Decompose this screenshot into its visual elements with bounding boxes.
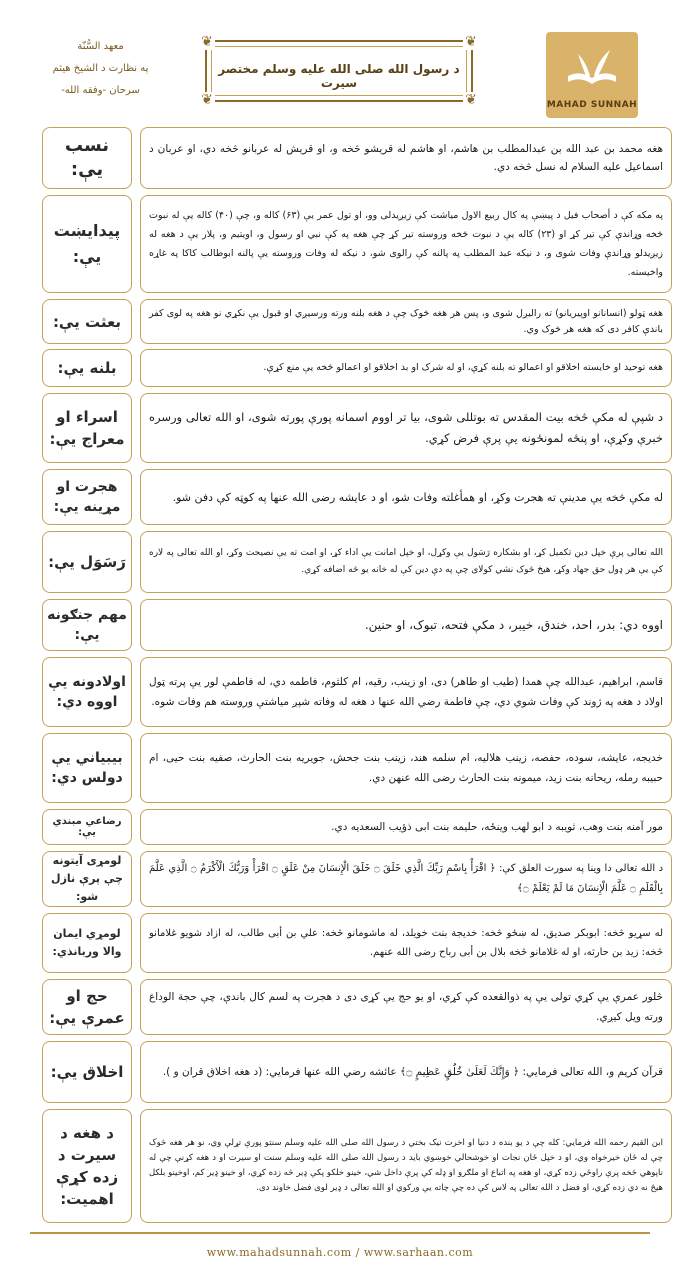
section-label: پيدايښت يې:: [42, 195, 132, 293]
section-label: مهم جنګونه يې:: [42, 599, 132, 651]
section-text: قرآن کریم و، الله تعالی فرمایي: ﴿ وَإِنَّكَ لَعَلَىٰ خُلُقٍ عَظِيمٍ ۝﴾ عائشه رضي الله عنها فرمايي: (د هغه اخلاق قران و ).: [140, 1041, 672, 1103]
section-label: بلنه يې:: [42, 349, 132, 387]
section-lineage: [0, 127, 680, 189]
book-quill-icon: [564, 46, 620, 90]
section-text: له سړيو څخه: ابوبکر صدیق، له ښځو څخه: خدیجة بنت خویلد، له ماشومانو څخه: علي بن أبی طالب، له ازاد شويو غلامانو څخه: زید بن حارثه، او له غلامانو څخه بلال بن أبی رباح رضی الله عنهم.: [140, 913, 672, 973]
section-label: نسب يې:: [42, 127, 132, 189]
institute-info: [8, 36, 193, 102]
section-label: اخلاق يې:: [42, 1041, 132, 1103]
logo-wordmark: MAHAD SUNNAH: [546, 100, 638, 110]
footer-websites: www.mahadsunnah.com / www.sarhaan.com: [206, 1246, 474, 1259]
section-label: د هغه د سيرت د زده کړې اهميت:: [42, 1109, 132, 1223]
section-text: ابن القیم رحمه الله فرمایي: کله چې د یو بنده د دنیا او اخرت نیک بختي د رسول الله صلی الله علیه وسلم سنتو پورې تړلې وي، نو هر هغه څوک چې له ځان خیرخواه وي، او د خپل ځان نجات او خوشحالي خوښوي باید د رسول الله صلی الله علیه وسلم سنت او سیرت او د هغه کړنې چې له ناپوهي څخه پرې راوځي زده کړي، او هغه په اتباع او ملګرو او ډله کې پرې داخل شي، خینو خلکو پکې ډیر څه زده کړي، او خینو ډیر کم، اوخینو بلکل هیڅ نه دي زده کړي، او فضل د الله تعالی په لاس کې ده چې چاته یې ورکوي او الله تعالی د ډیر لوی فضل خاوند دی.: [140, 1109, 672, 1223]
section-character: [0, 1041, 680, 1103]
section-text: له مکې څخه یې مدینې ته هجرت وکړ، او همأغلته وفات شو، او د عایشه رضی الله عنها په کوټه کې دفن شو.: [140, 469, 672, 525]
section-battles: [0, 599, 680, 651]
ornament-icon: ❦: [199, 92, 215, 108]
section-hijra-death: [0, 469, 680, 525]
section-label: لومړی آيتونه چې پرې نازل شو:: [42, 851, 132, 907]
page-title: د رسول الله صلی الله علیه وسلم مختصر سیرت: [218, 62, 460, 90]
section-importance: [0, 1109, 680, 1223]
section-text: الله تعالی پرې خپل دین تکمیل کړ، او بشکاره رَسَول یې وکړل، او خپل امانت یې اداء کړ، او امت ته یې نصیحت وکړ، او الله تعالی په لاره کې یې هر ډول حق جهاد وکړ، هیڅ څوک نشي کولای چې په دې دین کې له خانه یو څه اضافه کړي.: [140, 531, 672, 593]
institute-line: معهد السُّنّة: [77, 41, 124, 52]
section-label: بعثت يې:: [42, 299, 132, 344]
section-birth: [0, 195, 680, 293]
section-isra-miraj: [0, 393, 680, 463]
section-label: رَسَوَل يې:: [42, 531, 132, 593]
section-text: د شپې له مکې څخه بیت المقدس ته بوتللی شوی، بیا تر اووم اسمانه پورې پورته شوی، او الله تعالی ورسره خبرې وکړې، او پنځه لمونځونه یې پرې فرض کړي.: [140, 393, 672, 463]
section-messengership: [0, 531, 680, 593]
section-label: لومړي ايمان والا وربانذي:: [42, 913, 132, 973]
section-label: رضاعي مبندي يې:: [42, 809, 132, 845]
section-call: [0, 349, 680, 387]
section-foster-mothers: [0, 809, 680, 845]
section-children: [0, 657, 680, 727]
section-text: اووه دي: بدر، احد، خندق، خیبر، د مکې فتحه، تبوک، او حنین.: [140, 599, 672, 651]
mahad-sunnah-logo: [546, 32, 638, 118]
ornament-icon: ❦: [463, 92, 479, 108]
footer-divider: [30, 1232, 650, 1234]
section-text: څلور عمرې یې کړي تولی یې په ذوالقعده کې کړي، او یو حج یې کړی دی د هجرت په لسم کال باندې، چې حجة الوداع ورته ویل کیږي.: [140, 979, 672, 1035]
section-text: قاسم، ابراهیم، عبدالله چې همدا (طیب او طاهر) دی، او زینب، رقیه، ام کلثوم، فاطمه دي، له فاطمې لور یې پرته ټول اولاد د هغه په ژوند کې وفات شوي دي، چې فاطمة رضي الله عنها د هغه له وفاته شپږ میاشتې وروسته هم وفات شوه.: [140, 657, 672, 727]
section-wives: [0, 733, 680, 803]
section-text: هغه ټولو (انسانانو اوپیریانو) ته رالیږل شوی و، پس هر هغه څوک چې د هغه بلنه ورته ورسیږي او قبول یې نکړي نو هغه په لوی کفر باندې کافر دی که هغه هر څوک وي.: [140, 299, 672, 344]
section-text: د الله تعالی دا وینا په سورت العلق کې: ﴿ اقْرَأْ بِاسْمِ رَبِّكَ الَّذِي خَلَقَ ۝ خَلَقَ الْإِنسَانَ مِنْ عَلَقٍ ۝ اقْرَأْ وَرَبُّكَ الْأَكْرَمُ ۝ الَّذِي عَلَّمَ بِالْقَلَمِ ۝ عَلَّمَ الْإِنسَانَ مَا لَمْ يَعْلَمْ ۝﴾: [140, 851, 672, 907]
title-frame: [201, 34, 477, 108]
section-label: اولادونه يې اووه دي:: [42, 657, 132, 727]
section-text: هغه محمد بن عبد الله بن عبدالمطلب بن هاشم، او هاشم له قریشو څخه و، او قریش له عربانو څخه دي، او عربان د اسماعیل علیه السلام له نسل څخه دي.: [140, 127, 672, 189]
section-label: هجرت او مړينه يې:: [42, 469, 132, 525]
institute-line: په نظارت د الشیخ هیثم: [52, 63, 149, 74]
section-text: خدیجه، عایشه، سوده، حفصه، زینب هلالیه، ام سلمه هند، زینب بنت جحش، جویریه بنت الحارث، صفیه بنت حیی، ام حبیبه رمله، ریحانه بنت زید، میمونه بنت الحارث رضی الله عنهن دي.: [140, 733, 672, 803]
ornament-icon: ❦: [463, 34, 479, 50]
section-text: مور آمنه بنت وهب، ثويبه د ابو لهب وینځه، حلیمه بنت ابی ذؤیب السعدیه دي.: [140, 809, 672, 845]
section-hajj-umrah: [0, 979, 680, 1035]
section-label: بيبياني يې دولس دي:: [42, 733, 132, 803]
institute-line: سرحان -وفقه الله-: [61, 85, 140, 96]
section-label: اسراء او معراج يې:: [42, 393, 132, 463]
section-mission: [0, 299, 680, 344]
section-text: په مکه کې د أصحاب فیل د پیښې په کال ربیع الاول میاشت کې زیږیدلی وو، او تول عمر یې (۶۳) کاله و، چې (۴۰) کاله یې له نبوت څخه وړاندې کې تیر کړ او (۲۳) کاله یې د نبوت څخه وروسته تیر کړ چې هغه په کې نبي او رسول و، اویتیم و، پلار یې د هغه له زیږیدلو وړاندې وفات شوی و، د نیکه عبد المطلب په پالنه کې رالوی شو، د نیکه له وفات وروسته یې پالنه ابوطالب کاکا په غاړه واخیسته.: [140, 195, 672, 293]
section-label: حج او عمرې يې:: [42, 979, 132, 1035]
ornament-icon: ❦: [199, 34, 215, 50]
section-first-verses: [0, 851, 680, 907]
section-text: هغه توحید او خایسته اخلاقو او اعمالو ته بلنه کړې، او له شرک او بد اخلاقو او اعمالو څخه یې منع کړې.: [140, 349, 672, 387]
section-first-believers: [0, 913, 680, 973]
